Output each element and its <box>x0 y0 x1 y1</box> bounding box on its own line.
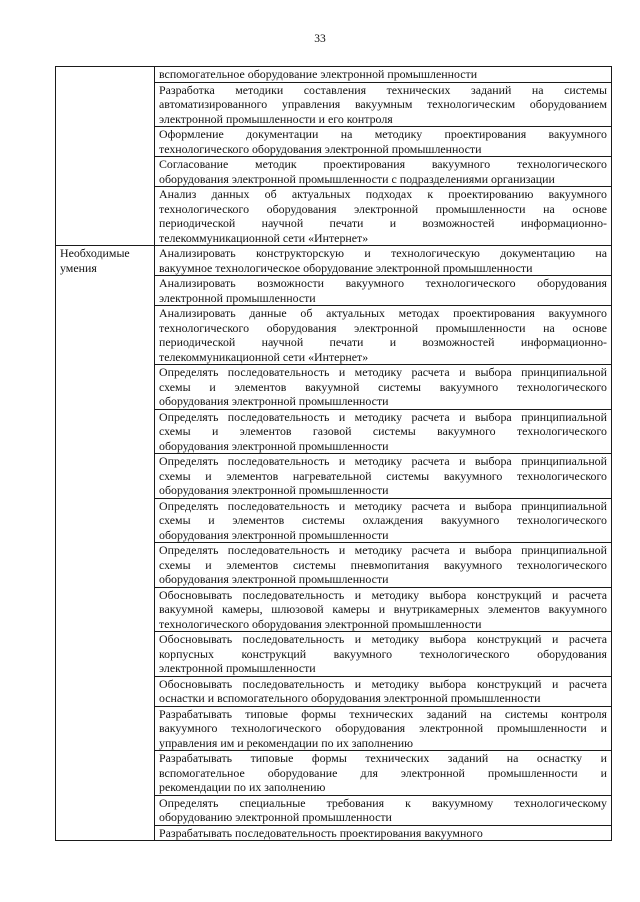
requirement-line: Обосновывать последовательность и методику выбора конструкций и расчета <box>159 587 607 602</box>
requirement-line: оборудования электронной промышленности <box>159 527 389 542</box>
requirement-line: Определять последовательность и методику расчета и выбора принципиальной <box>159 498 607 513</box>
requirement-line: Анализировать конструкторскую и технологическую документацию на <box>159 246 607 260</box>
section-label <box>56 67 155 246</box>
requirement-line: вакуумной камеры, шлюзовой камеры и внутрикамерных элементов вакуумного <box>159 602 607 616</box>
requirement-line: периодической научной печати и возможностей информационно- <box>159 335 607 349</box>
requirement-line: телекоммуникационной сети «Интернет» <box>159 349 369 364</box>
requirement-line: автоматизированного управления вакуумным технологическим оборудованием <box>159 97 607 111</box>
requirement-line: рекомендации по их заполнению <box>159 780 326 794</box>
requirement-line: оборудования электронной промышленности <box>159 483 389 497</box>
requirement-line: вспомогательное оборудование электронной промышленности <box>159 67 478 81</box>
requirement-item <box>155 409 612 454</box>
requirement-item <box>155 795 612 825</box>
requirement-line: управления им и рекомендации по их заполнению <box>159 735 413 750</box>
requirement-line: электронной промышленности <box>159 661 316 675</box>
requirement-line: периодической научной печати и возможностей информационно- <box>159 216 607 230</box>
table-row <box>56 67 612 83</box>
requirement-line: Определять последовательность и методику расчета и выбора принципиальной <box>159 365 607 379</box>
requirement-item <box>155 306 612 365</box>
requirement-line: Обосновывать последовательность и методику выбора конструкций и расчета <box>159 676 607 691</box>
requirement-line: вакуумного технологического оборудования электронной промышленности и <box>159 721 607 735</box>
requirement-line: схемы и элементов системы пневмопитания вакуумного технологического <box>159 557 607 572</box>
requirement-line: схемы и элементов газовой системы вакуумного технологического <box>159 424 607 438</box>
requirement-line: Определять последовательность и методику расчета и выбора принципиальной <box>159 543 607 557</box>
requirement-line: Анализировать возможности вакуумного технологического оборудования <box>159 276 607 290</box>
requirement-line: Определять последовательность и методику расчета и выбора принципиальной <box>159 409 607 424</box>
requirement-line: вакуумное технологическое оборудование электронной промышленности <box>159 260 533 275</box>
requirement-item <box>155 751 612 796</box>
requirement-line: Разработка методики составления технических заданий на системы <box>159 82 607 97</box>
requirement-line: корпусных конструкций вакуумного технологического оборудования <box>159 646 607 661</box>
requirements-table <box>55 66 612 841</box>
requirement-line: телекоммуникационной сети «Интернет» <box>159 230 369 245</box>
requirement-line: электронной промышленности <box>159 290 316 305</box>
requirement-line: схемы и элементов вакуумной системы вакуумного технологического <box>159 379 607 394</box>
requirement-item <box>155 67 612 83</box>
requirement-line: Оформление документации на методику проектирования вакуумного <box>159 127 607 141</box>
requirement-line: оборудования электронной промышленности <box>159 438 389 453</box>
requirement-line: вспомогательное оборудование для электронной промышленности и <box>159 765 607 780</box>
requirement-item <box>155 706 612 751</box>
requirement-item <box>155 543 612 588</box>
requirement-line: Анализировать данные об актуальных методах проектирования вакуумного <box>159 306 607 320</box>
requirement-line: Определять специальные требования к вакуумному технологическому <box>159 795 607 810</box>
requirement-line: оборудования электронной промышленности <box>159 572 389 586</box>
requirement-item <box>155 365 612 410</box>
requirement-line: Разрабатывать типовые формы технических заданий на системы контроля <box>159 706 607 721</box>
requirement-item <box>155 632 612 677</box>
section-label: Необходимые умения <box>56 246 155 841</box>
requirement-line: схемы и элементов нагревательной системы вакуумного технологического <box>159 468 607 483</box>
requirement-line: технологического оборудования электронной промышленности на основе <box>159 201 607 216</box>
requirement-item <box>155 127 612 157</box>
requirement-item <box>155 587 612 632</box>
requirement-item <box>155 246 612 276</box>
requirement-line: оборудования электронной промышленности <box>159 394 389 408</box>
requirement-line: технологического оборудования электронной промышленности <box>159 141 482 156</box>
requirement-item <box>155 498 612 543</box>
requirement-item <box>155 676 612 706</box>
requirement-item <box>155 276 612 306</box>
table-row <box>56 246 612 276</box>
requirement-item <box>155 825 612 841</box>
requirement-line: электронной промышленности и его контроля <box>159 111 393 126</box>
page-number: 33 <box>314 33 326 45</box>
requirement-line: Согласование методик проектирования вакуумного технологического <box>159 157 607 171</box>
requirement-item <box>155 157 612 187</box>
requirement-line: Обосновывать последовательность и методику выбора конструкций и расчета <box>159 632 607 646</box>
requirement-line: схемы и элементов системы охлаждения вакуумного технологического <box>159 513 607 527</box>
requirement-line: технологического оборудования электронной промышленности на основе <box>159 320 607 335</box>
requirement-line: Разрабатывать последовательность проектирования вакуумного <box>159 825 483 840</box>
requirement-line: Анализ данных об актуальных подходах к проектированию вакуумного <box>159 187 607 201</box>
requirement-item <box>155 187 612 246</box>
requirement-line: оборудования электронной промышленности с подразделениями организации <box>159 171 555 186</box>
requirement-line: Разрабатывать типовые формы технических заданий на оснастку и <box>159 751 607 765</box>
requirement-line: технологического оборудования электронной промышленности <box>159 616 482 631</box>
requirement-item <box>155 454 612 499</box>
requirement-line: Определять последовательность и методику расчета и выбора принципиальной <box>159 454 607 468</box>
requirement-line: оснастки и вспомогательного оборудования электронной промышленности <box>159 691 541 705</box>
requirement-line: оборудованию электронной промышленности <box>159 810 392 824</box>
requirement-item <box>155 82 612 127</box>
